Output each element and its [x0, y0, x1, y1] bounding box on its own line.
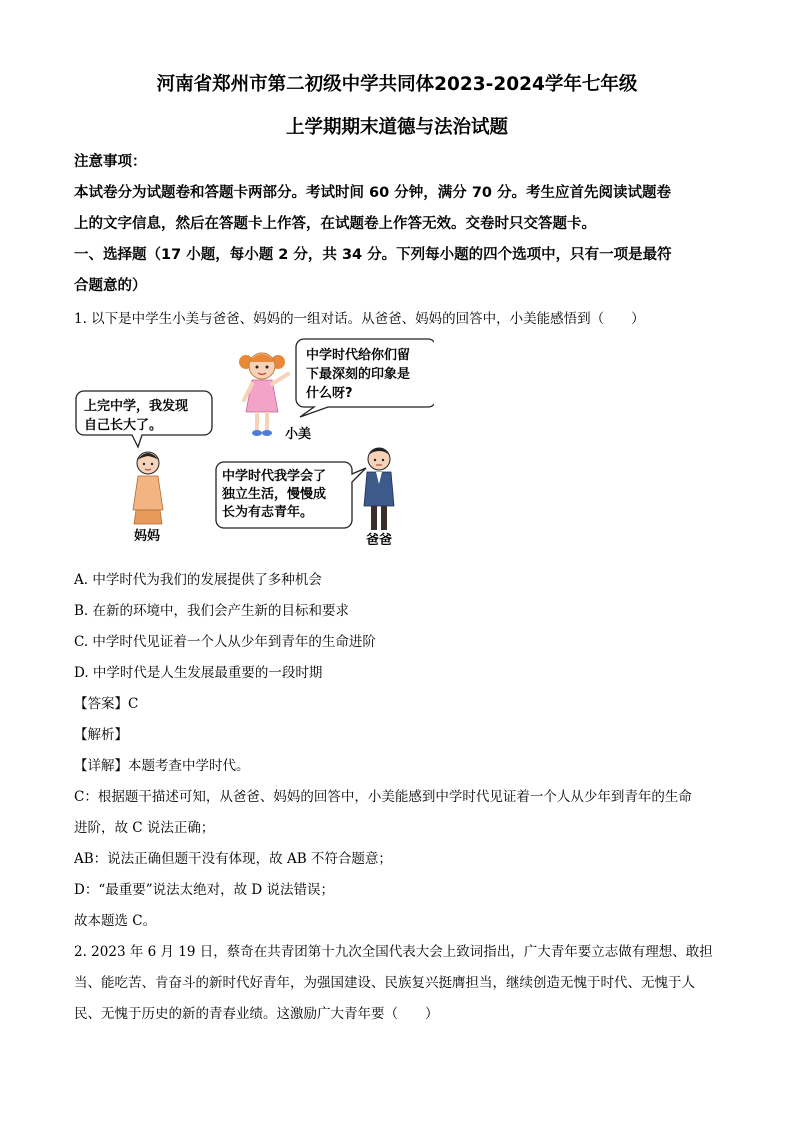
mom-bubble-line-2: 自己长大了。: [84, 418, 163, 433]
xiaomei-bubble-line-2: 下最深刻的印象是: [306, 367, 411, 382]
q1-option-d: D. 中学时代是人生发展最重要的一段时期: [74, 665, 323, 681]
q1-option-c: C. 中学时代见证着一个人从少年到青年的生命进阶: [74, 634, 376, 650]
xiaomei-bubble-line-3: 什么呀?: [306, 386, 353, 401]
dad-illustration: [364, 448, 394, 548]
dad-bubble-line-3: 长为有志青年。: [222, 505, 314, 520]
question-2-line-1: 2. 2023 年 6 月 19 日，蔡奇在共青团第十九次全国代表大会上致词指出，广大青年要立志做有理想、敢担: [74, 944, 713, 960]
dad-name-label: 爸爸: [366, 533, 393, 548]
q1-answer-row: [74, 692, 138, 712]
answer-value: C: [128, 696, 139, 712]
q1-option-b: B. 在新的环境中，我们会产生新的目标和要求: [74, 603, 350, 619]
mom-illustration: [133, 452, 163, 544]
question-2-line-2: 当、能吃苦、肯奋斗的新时代好青年，为强国建设、民族复兴挺膺担当，继续创造无愧于时代、无愧于人: [74, 975, 695, 991]
question-1-stem: 1. 以下是中学生小美与爸爸、妈妈的一组对话。从爸爸、妈妈的回答中，小美能感悟到（ ）: [74, 311, 645, 327]
dad-bubble-line-1: 中学时代我学会了: [222, 469, 327, 484]
answer-label: 【答案】: [74, 696, 128, 712]
section-heading-line-1: 一、选择题（17 小题，每小题 2 分，共 34 分。下列每小题的四个选项中，只有一项是最符: [74, 247, 672, 263]
dialogue-figure: [74, 334, 434, 554]
q1-explain-line-3: AB：说法正确但题干没有体现，故 AB 不符合题意；: [74, 851, 392, 867]
detail-label: 【详解】: [74, 758, 128, 774]
dad-bubble-line-2: 独立生活，慢慢成: [222, 487, 327, 502]
dad-speech-bubble: [216, 462, 366, 528]
q1-explain-line-1: C：根据题干描述可知，从爸爸、妈妈的回答中，小美能感到中学时代见证着一个人从少年到青年的生命: [74, 789, 692, 805]
q1-explain-line-4: D：“最重要”说法太绝对，故 D 说法错误；: [74, 882, 335, 898]
xiaomei-bubble-line-1: 中学时代给你们留: [306, 348, 411, 363]
q1-detail-row: [74, 754, 250, 774]
title-line-2: 上学期期末道德与法治试题: [285, 117, 508, 138]
question-2-line-3: 民、无愧于历史的新的青春业绩。这激励广大青年要（ ）: [74, 1006, 439, 1022]
notice-line-1: 本试卷分为试题卷和答题卡两部分。考试时间 60 分钟，满分 70 分。考生应首先阅读试题卷: [74, 185, 672, 201]
title-line-1: 河南省郑州市第二初级中学共同体2023-2024学年七年级: [156, 74, 638, 95]
mom-speech-bubble: [76, 391, 212, 447]
mom-name-label: 妈妈: [134, 529, 161, 544]
xiaomei-name-label: 小美: [285, 427, 312, 442]
q1-analysis-label: 【解析】: [74, 727, 128, 743]
section-heading-line-2: 合题意的）: [74, 278, 147, 294]
notice-line-2: 上的文字信息，然后在答题卡上作答，在试题卷上作答无效。交卷时只交答题卡。: [74, 216, 596, 232]
detail-text: 本题考查中学时代。: [128, 758, 250, 774]
q1-option-a: A. 中学时代为我们的发展提供了多种机会: [74, 572, 322, 588]
notice-heading: 注意事项：: [74, 154, 147, 170]
xiaomei-speech-bubble: [296, 339, 434, 417]
q1-explain-line-2: 进阶，故 C 说法正确；: [74, 820, 215, 836]
q1-explain-line-5: 故本题选 C。: [74, 913, 157, 929]
mom-bubble-line-1: 上完中学，我发现: [84, 399, 189, 414]
